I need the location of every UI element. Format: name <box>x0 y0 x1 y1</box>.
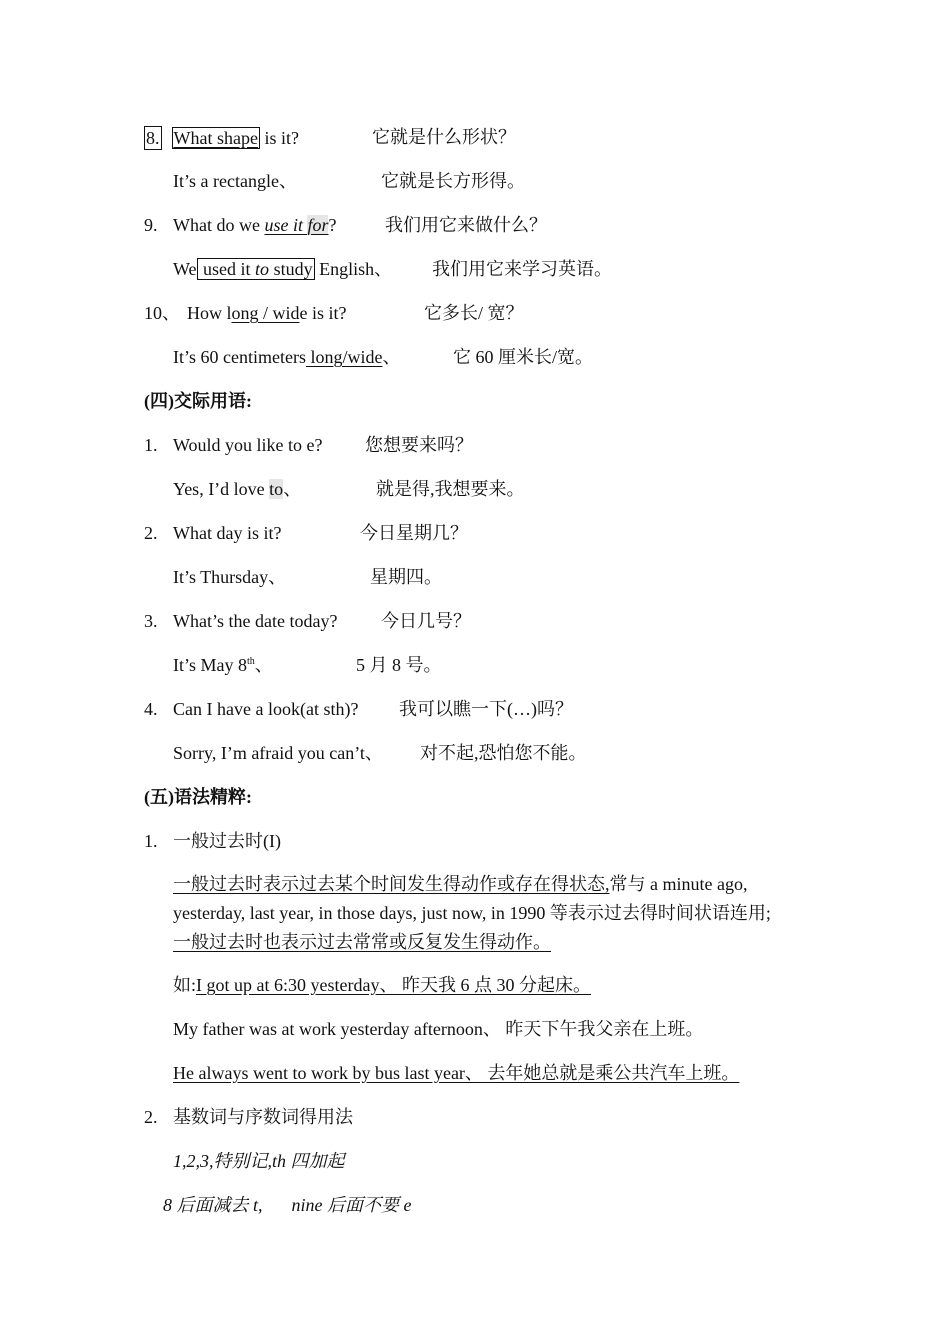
s5-rhyme-line1: 1,2,3,特别记,th 四加起 <box>173 1151 345 1171</box>
q9-question-cn: 我们用它来做什么？ <box>385 215 547 235</box>
s4-item3-answer-pre: It’s May 8 <box>173 655 247 675</box>
s5-item1-title-line <box>144 830 281 852</box>
q9-answer-line <box>173 258 392 280</box>
s4-item4-number: 4. <box>144 699 158 719</box>
s5-rhyme-line2a: 8 后面减去 t, <box>163 1195 263 1215</box>
q9-answer-we: We <box>173 259 197 279</box>
q8-line <box>144 126 299 150</box>
q9-boxed-study: study <box>269 259 313 279</box>
q10-question-cn: 它多长/ 宽？ <box>424 303 524 323</box>
s4-item3-answer-sup: th <box>247 656 255 667</box>
s4-item1-answer-pre: Yes, I’d love <box>173 479 270 499</box>
s4-item1-answer <box>173 478 301 500</box>
s5-rhyme-line2b: nine 后面不要 e <box>291 1195 412 1215</box>
s5-example3 <box>173 1062 745 1084</box>
section5-heading: (五)语法精粹: <box>144 787 252 807</box>
s4-item2-answer-en: It’s Thursday、 <box>173 567 287 587</box>
q10-question-pre: How l <box>187 303 232 323</box>
q10-question-rest: e is it? <box>299 303 347 323</box>
s4-item1-question <box>144 434 323 456</box>
s5-item2-title-line <box>144 1106 353 1128</box>
s5-item1-underlined-1: 一般过去时表示过去某个时间发生得动作或存在得状态, <box>173 874 610 894</box>
q9-boxed-used-it: used it <box>198 259 256 279</box>
s4-item2-question <box>144 522 281 544</box>
s5-example1-underlined: I got up at 6:30 yesterday、 昨天我 6 点 30 分起床。 <box>196 975 591 995</box>
section4-heading: (四)交际用语: <box>144 391 252 411</box>
q10-question-underlined: ong / wid <box>231 303 300 323</box>
s4-item4-answer-en: Sorry, I’m afraid you can’t、 <box>173 743 383 763</box>
s4-item4-question-cn: 我可以瞧一下(…)吗？ <box>399 699 573 719</box>
q9-answer-cn: 我们用它来学习英语。 <box>432 259 612 279</box>
q10-answer-rest: 、 <box>382 347 401 367</box>
s4-item4-question <box>144 698 358 720</box>
q9-question-end: ? <box>328 215 337 235</box>
q8-answer-cn: 它就是长方形得。 <box>381 171 525 191</box>
s4-item3-number: 3. <box>144 611 158 631</box>
s5-item1-underlined-2: 一般过去时也表示过去常常或反复发生得动作。 <box>173 932 551 952</box>
s5-rhyme-line2 <box>163 1194 412 1216</box>
s5-item1-middle: 常与 a minute ago, yesterday, last year, in those days, just now, in 1990 等表示过去得时间状语连用; <box>173 874 771 923</box>
s4-item3-question-en: What’s the date today? <box>173 611 338 631</box>
q9-boxed-to: to <box>255 259 270 279</box>
s5-item2-title: 基数词与序数词得用法 <box>173 1107 353 1127</box>
s4-item1-answer-end: 、 <box>283 479 302 499</box>
s4-item3-question-cn: 今日几号？ <box>381 611 471 631</box>
q10-line <box>144 302 347 324</box>
s4-item1-answer-highlight: to <box>269 479 284 499</box>
s4-item4-answer-cn: 对不起,恐怕您不能。 <box>420 743 587 763</box>
s5-example1-pre: 如: <box>173 975 197 995</box>
q9-answer-boxed <box>197 258 315 280</box>
q8-question-rest: is it? <box>259 128 299 148</box>
s4-item3-answer <box>173 654 273 676</box>
s4-item1-question-en: Would you like to e? <box>173 435 323 455</box>
s4-item2-question-en: What day is it? <box>173 523 282 543</box>
q8-boxed-phrase: What shape <box>173 128 258 148</box>
s4-item4-question-en: Can I have a look(at sth)? <box>173 699 359 719</box>
s4-item2-question-cn: 今日星期几？ <box>360 523 468 543</box>
s5-example1 <box>173 974 597 996</box>
s4-item1-number: 1. <box>144 435 158 455</box>
q8-question-cn: 它就是什么形状？ <box>372 127 516 147</box>
q9-question-pre: What do we <box>173 215 265 235</box>
s5-item2-number: 2. <box>144 1107 158 1127</box>
s4-item3-question <box>144 610 337 632</box>
q8-answer-en: It’s a rectangle、 <box>173 171 297 191</box>
q9-answer-rest: English、 <box>314 259 393 279</box>
s5-item1-number: 1. <box>144 831 158 851</box>
q10-answer-line <box>173 346 400 368</box>
q9-for: for <box>307 215 329 235</box>
q9-use-it: use it <box>264 215 308 235</box>
s4-item2-number: 2. <box>144 523 158 543</box>
q10-number: 10、 <box>144 303 180 323</box>
s4-item3-answer-cn: 5 月 8 号。 <box>356 655 442 675</box>
s5-item1-title: 一般过去时(I) <box>173 831 281 851</box>
q10-answer-underlined: long/wide <box>305 347 383 367</box>
s5-example3-underlined: He always went to work by bus last year、 去年她总就是乘公共汽车上班。 <box>173 1063 740 1083</box>
s4-item1-question-cn: 您想要来吗？ <box>365 435 473 455</box>
s5-item1-paragraph <box>173 870 823 957</box>
q9-line <box>144 214 336 236</box>
q9-number: 9. <box>144 215 158 235</box>
s5-example2: My father was at work yesterday afternoon、 昨天下午我父亲在上班。 <box>173 1019 704 1039</box>
q10-answer-cn: 它 60 厘米长/宽。 <box>453 347 594 367</box>
s4-item1-answer-cn: 就是得,我想要来。 <box>376 479 525 499</box>
q8-number: 8. <box>146 128 160 148</box>
s4-item3-answer-end: 、 <box>254 655 273 675</box>
s4-item2-answer-cn: 星期四。 <box>370 567 442 587</box>
q10-answer-pre: It’s 60 centimeters <box>173 347 306 367</box>
